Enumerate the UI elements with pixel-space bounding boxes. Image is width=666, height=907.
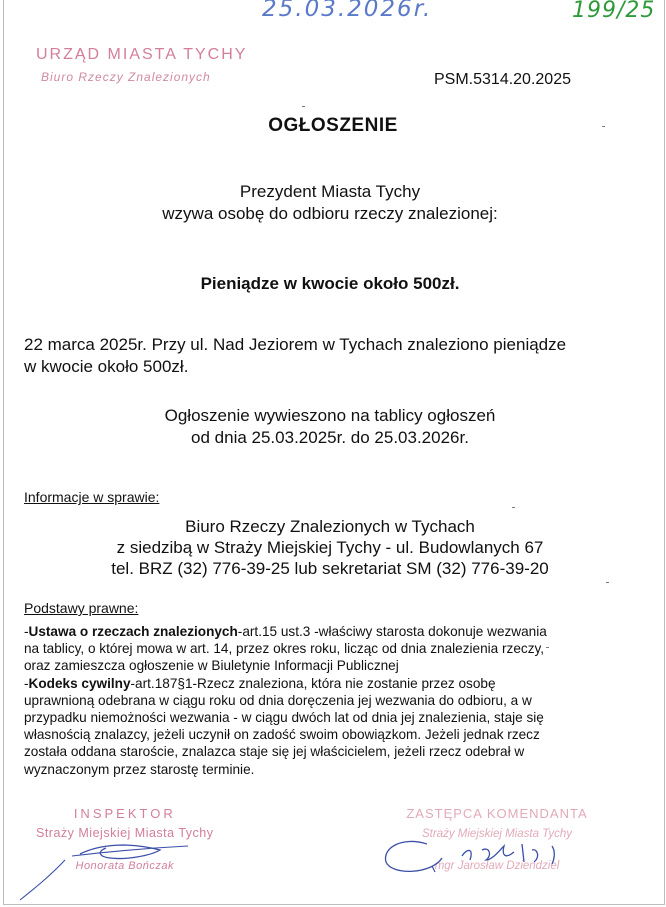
legal-basis-label: Podstawy prawne: [24,600,139,616]
legal-basis-text [24,623,624,778]
legal-line: na tablicy, o której mowa w art. 14, przez okres roku, licząc od dnia znalezienia rzeczy, [24,641,545,657]
legal-line: została oddana staroście, znalazca staje się jej właścicielem, jeżeli rzecz odebrał w [24,744,525,760]
info-label: Informacje w sprawie: [24,489,160,505]
legal-line: przypadku niemożności wezwania - w ciągu dwóch lat od dnia jej znalezienia, staje się [24,710,544,726]
handwritten-signature-left [10,830,200,906]
contact-info [0,516,660,579]
office-stamp-name: URZĄD MIASTA TYCHY [36,46,248,63]
description-line: w kwocie około 500zł. [24,357,189,376]
document-title: OGŁOSZENIE [268,115,398,136]
announcement-line: Ogłoszenie wywieszono na tablicy ogłoszeń [164,406,496,425]
scan-speck [602,126,605,127]
description-line: 22 marca 2025r. Przy ul. Nad Jeziorem w Tychach znaleziono pieniądze [24,335,567,354]
contact-line: Biuro Rzeczy Znalezionych w Tychach [185,517,475,536]
scan-speck [606,582,609,583]
act-name: Ustawa o rzeczach znalezionych [28,624,238,639]
legal-line: -Ustawa o rzeczach znalezionych-art.15 ust.3 -właściwy starosta dokonuje wezwania [24,624,547,639]
signatory-name: mgr Jarosław Dziendziel [434,860,560,872]
handwritten-signature-right [372,826,612,886]
contact-line: z siedzibą w Straży Miejskiej Tychy - ul. Budowlanych 67 [116,538,544,557]
legal-line: własnością znalazcy, jeżeli uczynił on zadość swoim obowiązkom. Jeżeli jednak rzecz [24,727,540,743]
description-block [24,334,624,378]
announcement-block [0,405,660,449]
scan-speck [302,106,305,107]
office-stamp [36,46,247,84]
signatory-name: Honorata Bończak [75,860,174,872]
signatory-unit: Straży Miejskiej Miasta Tychy [422,828,572,840]
intro-line: Prezydent Miasta Tychy [239,182,421,201]
signatory-role: ZASTĘPCA KOMENDANTA [406,806,588,821]
intro-line: wzywa osobę do odbioru rzeczy znalezionej: [162,204,498,223]
contact-line: tel. BRZ (32) 776-39-25 lub sekretariat SM (32) 776-39-20 [111,559,549,578]
legal-line: -Kodeks cywilny-art.187§1-Rzecz znaleziona, która nie zostanie przez osobę [24,675,496,691]
signatory-role: INSPEKTOR [73,806,176,821]
handwritten-date: 25.03.2026r. [262,0,433,22]
announcement-line: od dnia 25.03.2025r. do 25.03.2026r. [191,428,469,447]
scan-speck [512,507,515,508]
reference-number: PSM.5314.20.2025 [434,71,571,88]
scan-speck [546,647,549,648]
legal-line: wyznaczonym przez starostę terminie. [24,761,255,777]
legal-line: oraz zamieszcza ogłoszenie w Biuletynie Informacji Publicznej [24,658,399,674]
found-item: Pieniądze w kwocie około 500zł. [200,274,460,293]
intro-block [0,181,660,225]
legal-line: uprawnioną odebrana w ciągu roku od dnia doręczenia jej wezwania do odbioru, a w [24,692,532,708]
handwritten-number: 199/25 [572,0,656,23]
act-name: Kodeks cywilny [28,675,131,691]
office-stamp-department: Biuro Rzeczy Znalezionych [41,70,211,84]
signatory-unit: Straży Miejskiej Miasta Tychy [36,826,214,840]
